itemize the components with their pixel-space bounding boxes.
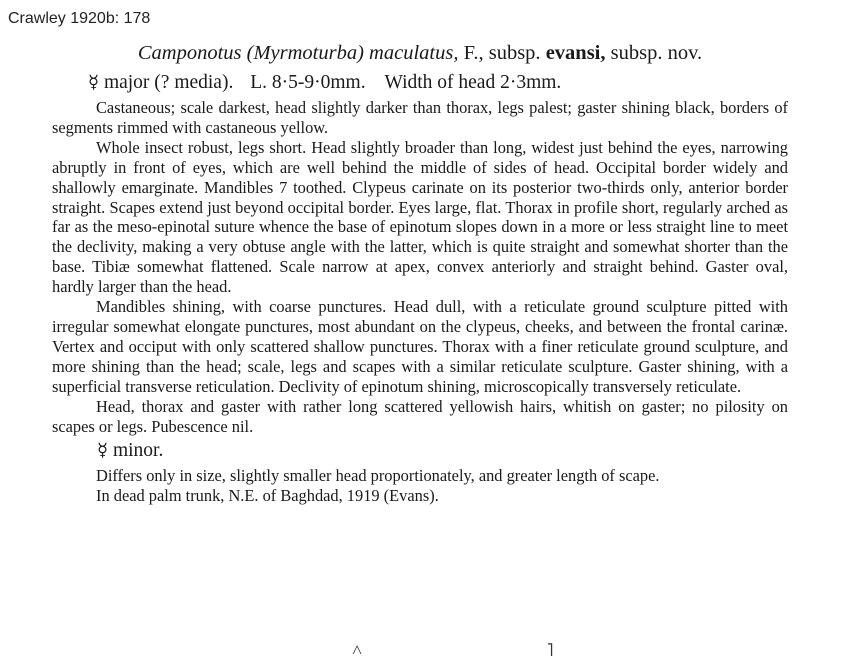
description-pilosity: Head, thorax and gaster with rather long scattered yellowish hairs, whitish on gaster; no pilosity on scapes or legs. Pubescence nil.	[52, 396, 788, 436]
document-body	[52, 38, 788, 506]
minor-caste-label: minor.	[112, 440, 164, 462]
worker-symbol-icon: ☿	[97, 440, 109, 462]
citation-label: Crawley 1920b: 178	[8, 10, 151, 27]
locality-record: In dead palm trunk, N.E. of Baghdad, 1919 (Evans).	[96, 486, 439, 506]
taxon-subspecies: evansi,	[545, 42, 606, 64]
worker-symbol-icon: ☿	[88, 72, 100, 93]
major-caste-label: major (? media).	[103, 72, 234, 93]
cut-off-text-fragment: ˄ ˥	[352, 640, 644, 660]
description-colour: Castaneous; scale darkest, head slightly darker than thorax, legs palest; gaster shining black, borders of segments rimmed with castaneous yellow.	[52, 98, 788, 137]
taxon-title	[52, 38, 788, 68]
taxon-genus: Camponotus (Myrmoturba) maculatus,	[137, 42, 459, 64]
description-structure: Whole insect robust, legs short. Head slightly broader than long, widest just behind the eyes, narrowing abruptly in front of eyes, which are well behind the middle of sides of head. Occipital border widely and shallowly emarginate. Mandibles 7 toothed. Clypeus carinate on its posterior two-thirds only, anterior border straight. Scapes extend just beyond occipital border. Eyes large, flat. Thorax in profile short, regularly arched as far as the meso-epinotal suture whence the base of epinotum slopes down in a more or less straight line to meet the declivity, making a very obtuse angle with the latter, which is quite straight and somewhat shorter than the base. Tibiæ somewhat flattened. Scale narrow at apex, convex anteriorly and straight behind. Gaster oval, hardly larger than the head.	[52, 137, 788, 297]
major-head-width: Width of head 2·3mm.	[384, 72, 562, 93]
major-worker-heading	[52, 68, 788, 98]
major-length: L. 8·5-9·0mm.	[250, 72, 366, 93]
minor-worker-heading	[52, 436, 788, 466]
taxon-status: subsp. nov.	[605, 42, 703, 64]
description-sculpture: Mandibles shining, with coarse punctures. Head dull, with a reticulate ground sculpture pitted with irregular somewhat elongate punctures, most abundant on the clypeus, cheeks, and between the frontal carinæ. Vertex and occiput with only scattered shallow punctures. Thorax with a finer reticulate ground sculpture, and more shining than the head; scale, legs and scapes with a similar reticulate sculpture. Gaster shining, with a superficial transverse reticulation. Declivity of epinotum shining, microscopically transversely reticulate.	[52, 297, 788, 396]
minor-description: Differs only in size, slightly smaller head proportionately, and greater length of scape.	[96, 466, 660, 486]
taxon-author: F., subsp.	[458, 42, 546, 64]
